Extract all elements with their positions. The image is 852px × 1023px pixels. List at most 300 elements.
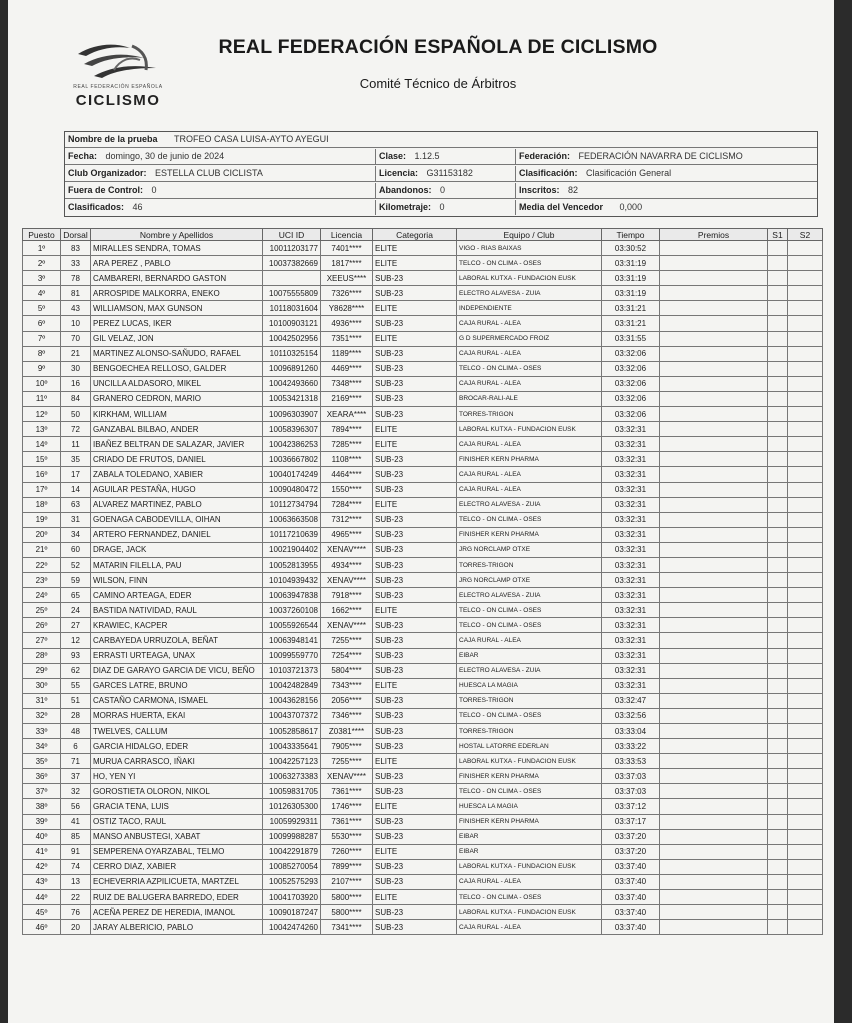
premios-cell (660, 346, 768, 361)
dorsal-cell: 76 (61, 905, 91, 920)
s1-cell (768, 618, 788, 633)
equipo-cell: TORRES-TRIGON (457, 407, 602, 422)
dorsal-cell: 52 (61, 557, 91, 572)
inscritos-label: Inscritos: (519, 185, 560, 195)
header-s1: S1 (768, 229, 788, 241)
licencia-cell: 1550**** (321, 482, 373, 497)
name-cell: GANZABAL BILBAO, ANDER (91, 422, 263, 437)
name-cell: RUIZ DE BALUGERA BARREDO, EDER (91, 890, 263, 905)
uci-id-cell: 10099988287 (263, 829, 321, 844)
categoria-cell: SUB-23 (373, 482, 457, 497)
licencia-cell: 7260**** (321, 844, 373, 859)
s1-cell (768, 361, 788, 376)
tiempo-cell: 03:32:31 (602, 603, 660, 618)
tiempo-cell: 03:37:03 (602, 769, 660, 784)
categoria-cell: SUB-23 (373, 527, 457, 542)
puesto-cell: 42º (23, 859, 61, 874)
licencia-cell: 7284**** (321, 497, 373, 512)
dorsal-cell: 85 (61, 829, 91, 844)
licencia-cell: 5800**** (321, 905, 373, 920)
equipo-cell: TORRES-TRIGON (457, 724, 602, 739)
puesto-cell: 31º (23, 693, 61, 708)
s2-cell (788, 316, 823, 331)
s2-cell (788, 633, 823, 648)
premios-cell (660, 316, 768, 331)
name-cell: ARROSPIDE MALKORRA, ENEKO (91, 286, 263, 301)
equipo-cell: HUESCA LA MAGIA (457, 678, 602, 693)
categoria-cell: ELITE (373, 301, 457, 316)
categoria-cell: SUB-23 (373, 724, 457, 739)
table-row (23, 633, 823, 648)
s2-cell (788, 376, 823, 391)
dorsal-cell: 35 (61, 452, 91, 467)
uci-id-cell: 10042386253 (263, 437, 321, 452)
equipo-cell: HOSTAL LATORRE EDERLAN (457, 739, 602, 754)
s2-cell (788, 241, 823, 256)
media-value: 0,000 (619, 202, 643, 212)
name-cell: ARTERO FERNANDEZ, DANIEL (91, 527, 263, 542)
premios-cell (660, 497, 768, 512)
s2-cell (788, 693, 823, 708)
licencia-cell: XENAV**** (321, 769, 373, 784)
categoria-cell: SUB-23 (373, 874, 457, 889)
abandonos-label: Abandonos: (379, 185, 432, 195)
equipo-cell: LABORAL KUTXA - FUNDACION EUSK (457, 905, 602, 920)
licencia-cell: 7312**** (321, 512, 373, 527)
s2-cell (788, 542, 823, 557)
uci-id-cell: 10037260108 (263, 603, 321, 618)
licencia-cell: 7343**** (321, 678, 373, 693)
uci-id-cell: 10053421318 (263, 391, 321, 406)
abandonos-value: 0 (440, 185, 446, 195)
dorsal-cell: 55 (61, 678, 91, 693)
table-row (23, 241, 823, 256)
s1-cell (768, 331, 788, 346)
table-row (23, 391, 823, 406)
dorsal-cell: 6 (61, 739, 91, 754)
s2-cell (788, 256, 823, 271)
header-licencia: Licencia (321, 229, 373, 241)
logo-text: CICLISMO (75, 92, 161, 109)
header-equipo: Equipo / Club (457, 229, 602, 241)
name-cell: CERRO DIAZ, XABIER (91, 859, 263, 874)
tiempo-cell: 03:37:40 (602, 920, 660, 935)
licencia-cell: 4469**** (321, 361, 373, 376)
s1-cell (768, 527, 788, 542)
header-dorsal: Dorsal (61, 229, 91, 241)
s1-cell (768, 542, 788, 557)
tiempo-cell: 03:37:20 (602, 844, 660, 859)
s2-cell (788, 859, 823, 874)
puesto-cell: 43º (23, 874, 61, 889)
tiempo-cell: 03:32:56 (602, 708, 660, 723)
s2-cell (788, 482, 823, 497)
federacion-value: FEDERACIÓN NAVARRA DE CICLISMO (578, 151, 743, 161)
uci-id-cell: 10096303907 (263, 407, 321, 422)
name-cell: JARAY ALBERICIO, PABLO (91, 920, 263, 935)
s2-cell (788, 844, 823, 859)
tiempo-cell: 03:32:31 (602, 512, 660, 527)
name-cell: ERRASTI URTEAGA, UNAX (91, 648, 263, 663)
tiempo-cell: 03:32:06 (602, 346, 660, 361)
equipo-cell: TELCO - ON CLIMA - OSES (457, 256, 602, 271)
clase-value: 1.12.5 (414, 151, 440, 161)
dorsal-cell: 13 (61, 874, 91, 889)
s2-cell (788, 331, 823, 346)
dorsal-cell: 83 (61, 241, 91, 256)
premios-cell (660, 814, 768, 829)
s1-cell (768, 769, 788, 784)
puesto-cell: 2º (23, 256, 61, 271)
rfec-logo (68, 40, 168, 110)
licencia-cell: 1189**** (321, 346, 373, 361)
dorsal-cell: 60 (61, 542, 91, 557)
s2-cell (788, 573, 823, 588)
name-cell: MANSO ANBUSTEGI, XABAT (91, 829, 263, 844)
puesto-cell: 37º (23, 784, 61, 799)
s2-cell (788, 905, 823, 920)
table-row (23, 346, 823, 361)
puesto-cell: 32º (23, 708, 61, 723)
cyclist-logo-icon (74, 40, 162, 84)
s2-cell (788, 648, 823, 663)
info-row-prueba (65, 132, 817, 148)
puesto-cell: 7º (23, 331, 61, 346)
uci-id-cell: 10043707372 (263, 708, 321, 723)
premios-cell (660, 557, 768, 572)
licencia-cell: 5800**** (321, 890, 373, 905)
categoria-cell: ELITE (373, 241, 457, 256)
name-cell: CASTAÑO CARMONA, ISMAEL (91, 693, 263, 708)
tiempo-cell: 03:30:52 (602, 241, 660, 256)
tiempo-cell: 03:32:31 (602, 497, 660, 512)
clasificados-value: 46 (132, 202, 143, 212)
s1-cell (768, 739, 788, 754)
s1-cell (768, 920, 788, 935)
table-row (23, 497, 823, 512)
name-cell: GARCES LATRE, BRUNO (91, 678, 263, 693)
s2-cell (788, 663, 823, 678)
dorsal-cell: 11 (61, 437, 91, 452)
table-row (23, 256, 823, 271)
licencia-cell: XENAV**** (321, 618, 373, 633)
puesto-cell: 3º (23, 271, 61, 286)
equipo-cell: LABORAL KUTXA - FUNDACION EUSK (457, 422, 602, 437)
table-row (23, 482, 823, 497)
name-cell: IBAÑEZ BELTRAN DE SALAZAR, JAVIER (91, 437, 263, 452)
s1-cell (768, 844, 788, 859)
info-row-club (65, 166, 817, 182)
categoria-cell: SUB-23 (373, 407, 457, 422)
uci-id-cell: 10042482849 (263, 678, 321, 693)
equipo-cell: LABORAL KUTXA - FUNDACION EUSK (457, 859, 602, 874)
header-puesto: Puesto (23, 229, 61, 241)
categoria-cell: SUB-23 (373, 391, 457, 406)
s1-cell (768, 497, 788, 512)
dorsal-cell: 51 (61, 693, 91, 708)
dorsal-cell: 37 (61, 769, 91, 784)
licencia-cell: 7361**** (321, 784, 373, 799)
s1-cell (768, 256, 788, 271)
puesto-cell: 11º (23, 391, 61, 406)
table-row (23, 271, 823, 286)
equipo-cell: BROCAR-RALI-ALE (457, 391, 602, 406)
name-cell: CAMBARERI, BERNARDO GASTON (91, 271, 263, 286)
premios-cell (660, 784, 768, 799)
puesto-cell: 29º (23, 663, 61, 678)
premios-cell (660, 271, 768, 286)
uci-id-cell: 10103721373 (263, 663, 321, 678)
header-uci-id: UCI ID (263, 229, 321, 241)
tiempo-cell: 03:37:40 (602, 859, 660, 874)
tiempo-cell: 03:32:06 (602, 376, 660, 391)
licencia-cell: 4934**** (321, 557, 373, 572)
tiempo-cell: 03:37:40 (602, 890, 660, 905)
equipo-cell: VIGO - RIAS BAIXAS (457, 241, 602, 256)
premios-cell (660, 708, 768, 723)
s1-cell (768, 754, 788, 769)
table-row (23, 376, 823, 391)
s2-cell (788, 422, 823, 437)
table-row (23, 739, 823, 754)
equipo-cell: JRG NORCLAMP OTXE (457, 573, 602, 588)
puesto-cell: 30º (23, 678, 61, 693)
uci-id-cell: 10063947838 (263, 588, 321, 603)
dorsal-cell: 65 (61, 588, 91, 603)
equipo-cell: TELCO - ON CLIMA - OSES (457, 603, 602, 618)
premios-cell (660, 542, 768, 557)
fuera-value: 0 (151, 185, 157, 195)
puesto-cell: 25º (23, 603, 61, 618)
puesto-cell: 34º (23, 739, 61, 754)
uci-id-cell: 10059929311 (263, 814, 321, 829)
uci-id-cell: 10063948141 (263, 633, 321, 648)
premios-cell (660, 422, 768, 437)
dorsal-cell: 12 (61, 633, 91, 648)
tiempo-cell: 03:33:04 (602, 724, 660, 739)
categoria-cell: SUB-23 (373, 920, 457, 935)
premios-cell (660, 512, 768, 527)
tiempo-cell: 03:37:40 (602, 905, 660, 920)
uci-id-cell: 10090187247 (263, 905, 321, 920)
club-value: ESTELLA CLUB CICLISTA (155, 168, 263, 178)
categoria-cell: SUB-23 (373, 376, 457, 391)
tiempo-cell: 03:32:31 (602, 678, 660, 693)
tiempo-cell: 03:32:31 (602, 527, 660, 542)
s1-cell (768, 376, 788, 391)
s2-cell (788, 301, 823, 316)
table-row (23, 361, 823, 376)
licencia-cell: 1746**** (321, 799, 373, 814)
licencia-cell: Z0381**** (321, 724, 373, 739)
categoria-cell: ELITE (373, 331, 457, 346)
prueba-value: TROFEO CASA LUISA-AYTO AYEGUI (174, 134, 329, 144)
equipo-cell: TORRES-TRIGON (457, 693, 602, 708)
uci-id-cell: 10055926544 (263, 618, 321, 633)
equipo-cell: ELECTRO ALAVESA - ZUIA (457, 286, 602, 301)
table-row (23, 905, 823, 920)
page-title: REAL FEDERACIÓN ESPAÑOLA DE CICLISMO (218, 36, 658, 58)
puesto-cell: 45º (23, 905, 61, 920)
tiempo-cell: 03:37:03 (602, 784, 660, 799)
s1-cell (768, 467, 788, 482)
puesto-cell: 39º (23, 814, 61, 829)
uci-id-cell: 10043335641 (263, 739, 321, 754)
results-table (22, 228, 823, 935)
uci-id-cell: 10052575293 (263, 874, 321, 889)
categoria-cell: SUB-23 (373, 271, 457, 286)
uci-id-cell (263, 271, 321, 286)
table-row (23, 784, 823, 799)
s1-cell (768, 573, 788, 588)
s2-cell (788, 829, 823, 844)
puesto-cell: 46º (23, 920, 61, 935)
table-row (23, 467, 823, 482)
equipo-cell: TELCO - ON CLIMA - OSES (457, 890, 602, 905)
puesto-cell: 40º (23, 829, 61, 844)
fecha-value: domingo, 30 de junio de 2024 (105, 151, 225, 161)
uci-id-cell: 10058396307 (263, 422, 321, 437)
licencia-label: Licencia: (379, 168, 419, 178)
equipo-cell: EIBAR (457, 844, 602, 859)
results-sheet (8, 0, 834, 1023)
puesto-cell: 5º (23, 301, 61, 316)
uci-id-cell: 10043628156 (263, 693, 321, 708)
equipo-cell: TELCO - ON CLIMA - OSES (457, 618, 602, 633)
name-cell: WILLIAMSON, MAX GUNSON (91, 301, 263, 316)
categoria-cell: SUB-23 (373, 452, 457, 467)
categoria-cell: SUB-23 (373, 588, 457, 603)
puesto-cell: 26º (23, 618, 61, 633)
equipo-cell: EIBAR (457, 829, 602, 844)
equipo-cell: JRG NORCLAMP OTXE (457, 542, 602, 557)
equipo-cell: TORRES-TRIGON (457, 557, 602, 572)
name-cell: CAMINO ARTEAGA, EDER (91, 588, 263, 603)
tiempo-cell: 03:33:22 (602, 739, 660, 754)
tiempo-cell: 03:32:31 (602, 422, 660, 437)
name-cell: GARCIA HIDALGO, EDER (91, 739, 263, 754)
s1-cell (768, 678, 788, 693)
categoria-cell: SUB-23 (373, 784, 457, 799)
table-row (23, 724, 823, 739)
s2-cell (788, 603, 823, 618)
name-cell: TWELVES, CALLUM (91, 724, 263, 739)
licencia-cell: 7255**** (321, 754, 373, 769)
kilometraje-label: Kilometraje: (379, 202, 432, 212)
uci-id-cell: 10041703920 (263, 890, 321, 905)
puesto-cell: 8º (23, 346, 61, 361)
s1-cell (768, 437, 788, 452)
dorsal-cell: 71 (61, 754, 91, 769)
info-row-fuera (65, 183, 817, 199)
dorsal-cell: 84 (61, 391, 91, 406)
uci-id-cell: 10042474260 (263, 920, 321, 935)
tiempo-cell: 03:32:06 (602, 391, 660, 406)
tiempo-cell: 03:37:12 (602, 799, 660, 814)
puesto-cell: 35º (23, 754, 61, 769)
categoria-cell: SUB-23 (373, 286, 457, 301)
tiempo-cell: 03:32:31 (602, 482, 660, 497)
equipo-cell: HUESCA LA MAGIA (457, 799, 602, 814)
equipo-cell: FINISHER KERN PHARMA (457, 769, 602, 784)
categoria-cell: SUB-23 (373, 814, 457, 829)
premios-cell (660, 799, 768, 814)
categoria-cell: SUB-23 (373, 829, 457, 844)
categoria-cell: SUB-23 (373, 361, 457, 376)
premios-cell (660, 754, 768, 769)
s2-cell (788, 452, 823, 467)
licencia-cell: 2056**** (321, 693, 373, 708)
categoria-cell: SUB-23 (373, 739, 457, 754)
s1-cell (768, 648, 788, 663)
premios-cell (660, 241, 768, 256)
premios-cell (660, 859, 768, 874)
header-tiempo: Tiempo (602, 229, 660, 241)
premios-cell (660, 920, 768, 935)
uci-id-cell: 10059831705 (263, 784, 321, 799)
name-cell: SEMPERENA OYARZABAL, TELMO (91, 844, 263, 859)
s1-cell (768, 557, 788, 572)
dorsal-cell: 16 (61, 376, 91, 391)
uci-id-cell: 10052858617 (263, 724, 321, 739)
categoria-cell: ELITE (373, 678, 457, 693)
licencia-cell: 7255**** (321, 633, 373, 648)
header-categoria: Categoria (373, 229, 457, 241)
tiempo-cell: 03:32:31 (602, 633, 660, 648)
equipo-cell: ELECTRO ALAVESA - ZUIA (457, 497, 602, 512)
s1-cell (768, 452, 788, 467)
premios-cell (660, 603, 768, 618)
puesto-cell: 21º (23, 542, 61, 557)
fuera-label: Fuera de Control: (68, 185, 144, 195)
uci-id-cell: 10042493660 (263, 376, 321, 391)
uci-id-cell: 10104939432 (263, 573, 321, 588)
s2-cell (788, 920, 823, 935)
s2-cell (788, 286, 823, 301)
categoria-cell: SUB-23 (373, 573, 457, 588)
equipo-cell: CAJA RURAL - ALEA (457, 376, 602, 391)
table-row (23, 890, 823, 905)
s2-cell (788, 391, 823, 406)
uci-id-cell: 10110325154 (263, 346, 321, 361)
uci-id-cell: 10037382669 (263, 256, 321, 271)
s1-cell (768, 829, 788, 844)
name-cell: WILSON, FINN (91, 573, 263, 588)
uci-id-cell: 10042257123 (263, 754, 321, 769)
s2-cell (788, 437, 823, 452)
premios-cell (660, 844, 768, 859)
name-cell: UNCILLA ALDASORO, MIKEL (91, 376, 263, 391)
s2-cell (788, 708, 823, 723)
categoria-cell: ELITE (373, 603, 457, 618)
equipo-cell: ELECTRO ALAVESA - ZUIA (457, 588, 602, 603)
table-row (23, 799, 823, 814)
s2-cell (788, 557, 823, 572)
dorsal-cell: 62 (61, 663, 91, 678)
categoria-cell: ELITE (373, 890, 457, 905)
uci-id-cell: 10096891260 (263, 361, 321, 376)
s2-cell (788, 799, 823, 814)
s1-cell (768, 391, 788, 406)
puesto-cell: 18º (23, 497, 61, 512)
results-body (23, 241, 823, 935)
puesto-cell: 33º (23, 724, 61, 739)
categoria-cell: ELITE (373, 437, 457, 452)
name-cell: PEREZ LUCAS, IKER (91, 316, 263, 331)
puesto-cell: 13º (23, 422, 61, 437)
s1-cell (768, 603, 788, 618)
premios-cell (660, 467, 768, 482)
